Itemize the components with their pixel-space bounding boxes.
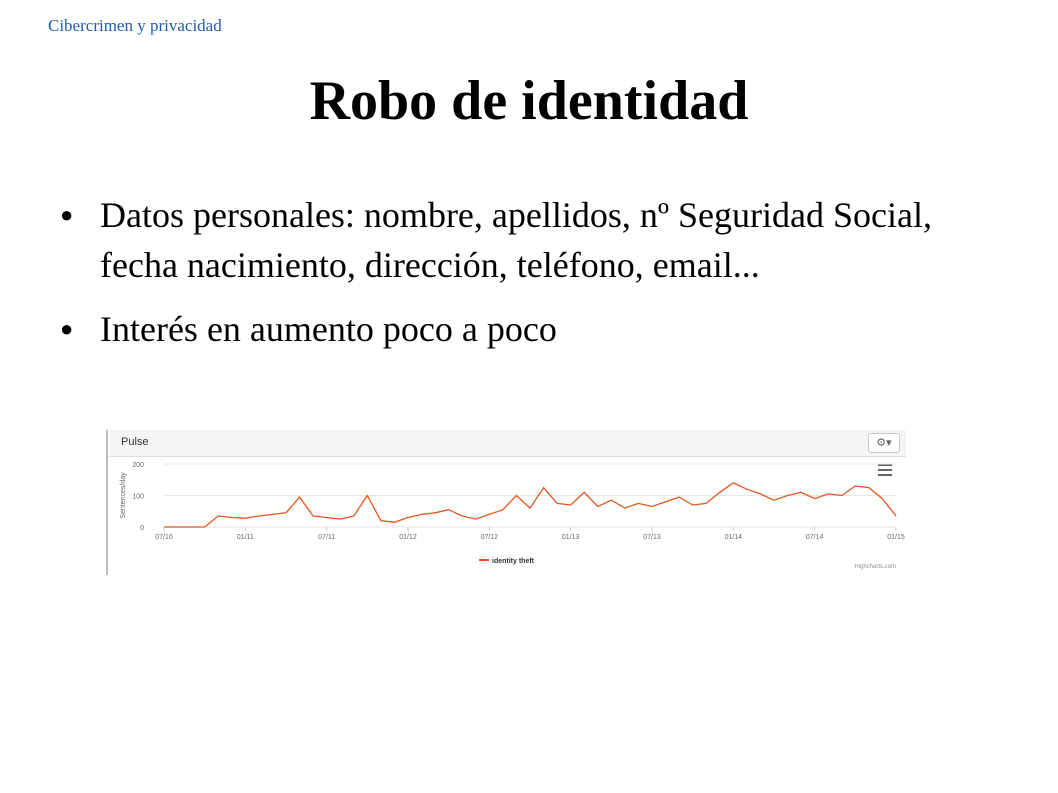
pulse-chart-panel	[106, 430, 906, 575]
settings-dropdown-button[interactable]	[868, 433, 900, 453]
bullet-dot-icon: ●	[60, 202, 74, 227]
gear-icon: ⚙	[876, 436, 887, 449]
x-tick-label: 01/13	[561, 534, 580, 541]
x-tick-label: 01/12	[399, 534, 417, 541]
panel-header	[109, 430, 906, 457]
x-tick-label: 07/11	[318, 534, 336, 541]
bullet-item-2	[60, 304, 1000, 354]
bullet-list	[60, 190, 1000, 368]
header-link[interactable]: Cibercrimen y privacidad	[48, 16, 222, 35]
x-tick-label: 01/14	[724, 534, 743, 541]
slide-title: Robo de identidad	[309, 70, 749, 132]
y-tick-label: 100	[132, 493, 144, 501]
y-tick-label: 0	[140, 525, 144, 532]
bullet-item-1	[60, 190, 1000, 290]
x-tick-label: 07/12	[480, 534, 499, 541]
bullet-text-2: Interés en aumento poco a poco	[100, 309, 557, 349]
x-tick-label: 01/11	[236, 534, 254, 541]
panel-title: Pulse	[121, 436, 149, 448]
y-axis-label: Sentences/day	[120, 472, 127, 519]
series-line-identity-theft	[164, 483, 896, 527]
x-tick-label: 07/10	[155, 534, 173, 541]
bullet-text-1: Datos personales: nombre, apellidos, nº Seguridad Social, fecha nacimiento, dirección, teléfono, email...	[100, 195, 932, 285]
caret-down-icon: ▾	[886, 436, 892, 449]
y-tick-label: 200	[132, 462, 144, 469]
x-tick-label: 01/15	[887, 534, 905, 541]
x-tick-label: 07/14	[805, 534, 824, 541]
bullet-dot-icon: ●	[60, 316, 74, 341]
x-tick-label: 07/13	[643, 534, 661, 541]
panel-border	[106, 430, 108, 575]
legend-label: identity theft	[492, 558, 534, 565]
hamburger-menu-icon[interactable]	[878, 464, 892, 476]
credits-text: Highcharts.com	[854, 564, 896, 570]
